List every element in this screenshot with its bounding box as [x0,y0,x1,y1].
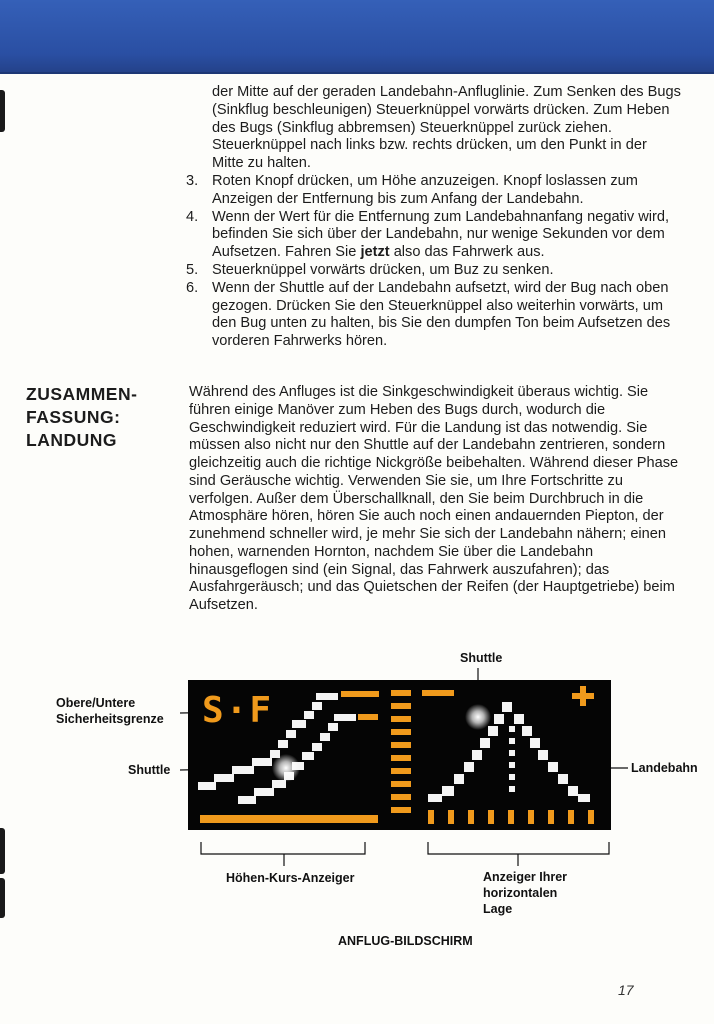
step-text-start: Wenn der Wert für die Entfernung zum Landebahnanfang negativ wird, befinden Sie sich über der Landebahn, nur wenige Sekunden vor dem Aufsetzen. Fahren Sie [212,208,670,261]
step-text: Wenn der Shuttle auf der Landebahn aufsetzt, wird der Bug nach oben gezogen. Drücken Sie den Steuerknüppel also weiterhin vorwärts, um den Bug unten zu halten, bis Sie den dumpfen Ton beim Aufsetzen des vorderen Fahrwerks hören. [212,279,671,350]
instruction-steps [186,173,682,351]
step-number: 5. [186,261,199,278]
safety-limit-label-line: Sicherheitsgrenze [56,712,164,726]
step-number: 4. [186,208,199,225]
step-text-end: also das Fahrwerk aus. [389,244,545,261]
step-item [186,173,682,209]
screen-graphics [188,680,611,830]
runway-label: Landebahn [631,761,698,775]
step-text: Steuerknüppel vorwärts drücken, um Buz zu senken. [212,261,554,278]
approach-game-screen [188,680,611,830]
step-item [186,209,682,262]
safety-limit-label-line: Obere/Untere [56,696,136,710]
horizontal-position-label-line: Anzeiger Ihrer [483,870,568,884]
step-item [186,262,682,280]
step-text-bold: jetzt [360,244,390,261]
shuttle-label-top: Shuttle [460,651,503,665]
step-item [186,280,682,351]
shuttle-label-left: Shuttle [128,763,171,777]
horizontal-position-label-line: Lage [483,902,513,916]
continued-step-text: der Mitte auf der geraden Landebahn-Anfluglinie. Zum Senken des Bugs (Sinkflug beschleunigen) Steuerknüppel vorwärts drücken. Zum Heben des Bugs (Sinkflug abbremsen) Steuerknüppel zurück ziehen. Steuerknüppel nach links bzw. rechts drücken, um den Punkt in der Mitte zu halten. [212,84,681,172]
step-number: 3. [186,173,199,189]
safety-limit-label [56,695,164,727]
screen-readout: S·F [202,690,274,731]
page-number: 17 [618,982,634,998]
approach-screen-figure [0,640,714,970]
section-heading [26,383,176,452]
section-body: Während des Anfluges ist die Sinkgeschwindigkeit überaus wichtig. Sie führen einige Manöver zum Heben des Bugs durch, wodurch die Geschwindigkeit reduziert wird. Für die Landung ist das notwendig. Sie müssen also nicht nur den Shuttle auf der Landebahn zentrieren, sondern gleichzeitig auch die richtige Nickgröße beibehalten. Während dieser Phase sind Geräusche wichtig. Verwenden Sie sie, um Ihre Fortschritte zu verfolgen. Außer dem Überschallknall, den Sie beim Durchbruch in die Atmosphäre hören, hören Sie auch noch einen andauernden Piepton, der zunehmend schneller wird, je mehr Sie sich der Landebahn nähern; einen hohen, warnenden Hornton, nachdem Sie über die Landebahn hinausgeflogen sind (ein Signal, das Fahrwerk auszufahren); das Ausfahrgeräusch; und das Quietschen der Reifen (der Hauptgetriebe) beim Aufsetzen. [189,384,679,613]
step-number: 6. [186,279,199,296]
top-color-band [0,0,714,74]
horizontal-position-label-line: horizontalen [483,886,558,900]
horizontal-position-label [483,869,567,917]
figure-caption: ANFLUG-BILDSCHIRM [338,934,473,948]
altitude-course-label: Höhen-Kurs-Anzeiger [226,871,355,885]
section-heading-line: ZUSAMMEN- [26,384,138,404]
section-heading-line: FASSUNG: [26,407,121,427]
section-heading-line: LANDUNG [26,430,117,450]
binder-hole [0,90,5,132]
step-text: Roten Knopf drücken, um Höhe anzuzeigen. Knopf loslassen zum Anzeigen der Entfernung bis zum Anfang der Landebahn. [212,173,638,207]
